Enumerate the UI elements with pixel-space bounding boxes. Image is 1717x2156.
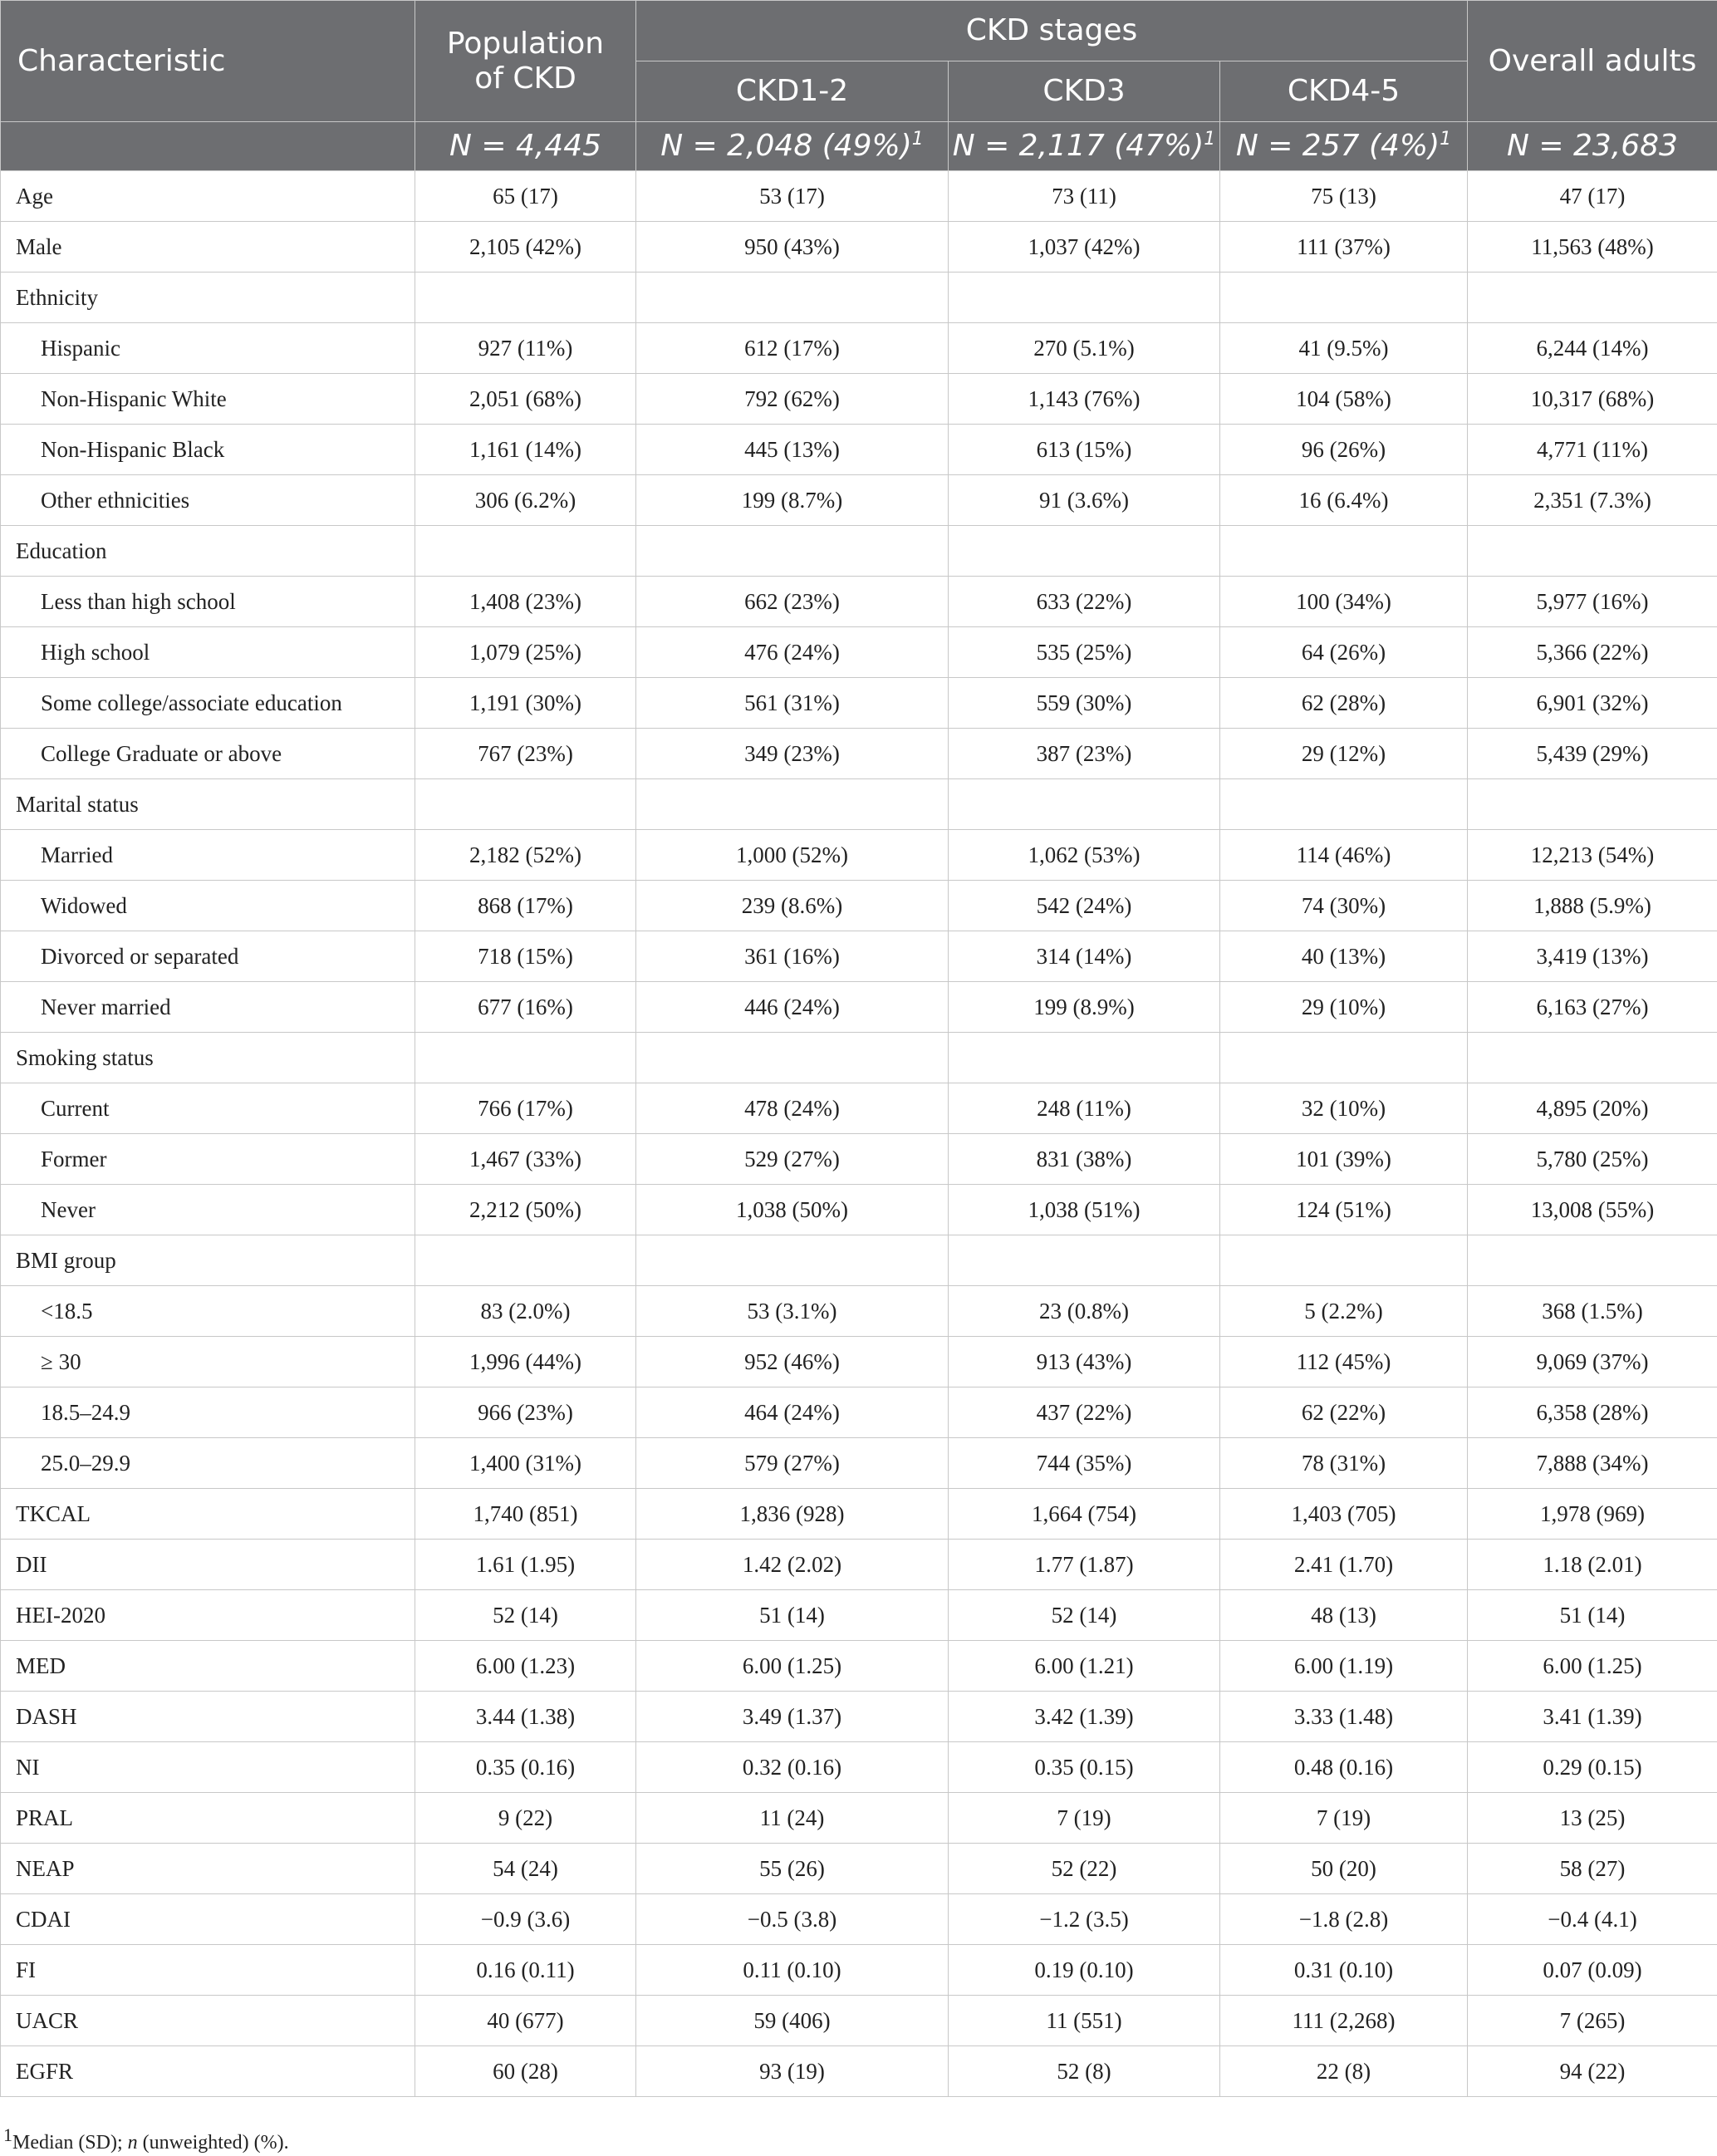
table-cell: 52 (14): [949, 1590, 1220, 1641]
header-n-population: N = 4,445: [415, 122, 636, 171]
table-cell: 2,351 (7.3%): [1468, 475, 1717, 526]
header-population: [415, 1, 636, 122]
table-cell: 1,664 (754): [949, 1489, 1220, 1540]
table-cell: 613 (15%): [949, 425, 1220, 475]
table-cell: 966 (23%): [415, 1387, 636, 1438]
table-cell: [1468, 1235, 1717, 1286]
header-n-overall: N = 23,683: [1468, 122, 1717, 171]
table-cell: 1,062 (53%): [949, 830, 1220, 881]
table-cell: 1.77 (1.87): [949, 1540, 1220, 1590]
table-cell: [949, 273, 1220, 323]
table-cell: [636, 779, 949, 830]
table-cell: 2,105 (42%): [415, 222, 636, 273]
table-cell: 54 (24): [415, 1844, 636, 1894]
table-cell: 1,038 (50%): [636, 1185, 949, 1235]
table-cell: 1,079 (25%): [415, 627, 636, 678]
table-cell: 52 (22): [949, 1844, 1220, 1894]
table-cell: [1468, 526, 1717, 577]
row-label: Hispanic: [1, 323, 415, 374]
table-cell: 349 (23%): [636, 729, 949, 779]
table-cell: 387 (23%): [949, 729, 1220, 779]
table-cell: 6,901 (32%): [1468, 678, 1717, 729]
table-cell: [415, 1033, 636, 1083]
table-cell: 73 (11): [949, 171, 1220, 222]
table-cell: 2,212 (50%): [415, 1185, 636, 1235]
table-cell: 60 (28): [415, 2046, 636, 2097]
table-cell: 5 (2.2%): [1220, 1286, 1468, 1337]
table-cell: 32 (10%): [1220, 1083, 1468, 1134]
table-cell: 16 (6.4%): [1220, 475, 1468, 526]
table-cell: 831 (38%): [949, 1134, 1220, 1185]
table-cell: 11 (551): [949, 1996, 1220, 2046]
header-stage-ckd1-2: CKD1-2: [636, 61, 949, 122]
table-cell: [949, 779, 1220, 830]
table-cell: 40 (677): [415, 1996, 636, 2046]
table-cell: 41 (9.5%): [1220, 323, 1468, 374]
table-cell: 62 (22%): [1220, 1387, 1468, 1438]
row-label: Never married: [1, 982, 415, 1033]
table-cell: 100 (34%): [1220, 577, 1468, 627]
row-label: MED: [1, 1641, 415, 1692]
header-population-line1: Population: [446, 27, 605, 61]
table-cell: 464 (24%): [636, 1387, 949, 1438]
row-label: Less than high school: [1, 577, 415, 627]
table-cell: 3.44 (1.38): [415, 1692, 636, 1742]
table-cell: 1,037 (42%): [949, 222, 1220, 273]
table-row: [1, 577, 1717, 627]
table-cell: 1,978 (969): [1468, 1489, 1717, 1540]
table-cell: 51 (14): [1468, 1590, 1717, 1641]
row-label: TKCAL: [1, 1489, 415, 1540]
table-cell: 248 (11%): [949, 1083, 1220, 1134]
row-label: 25.0–29.9: [1, 1438, 415, 1489]
table-cell: [1468, 273, 1717, 323]
table-cell: [1468, 779, 1717, 830]
row-label: High school: [1, 627, 415, 678]
table-cell: 3.41 (1.39): [1468, 1692, 1717, 1742]
table-cell: 199 (8.9%): [949, 982, 1220, 1033]
table-cell: −0.9 (3.6): [415, 1894, 636, 1945]
header-n-ckd3: [949, 122, 1220, 171]
table-cell: 75 (13): [1220, 171, 1468, 222]
table-cell: 104 (58%): [1220, 374, 1468, 425]
table-cell: 1,836 (928): [636, 1489, 949, 1540]
table-cell: 6.00 (1.25): [1468, 1641, 1717, 1692]
table-cell: 65 (17): [415, 171, 636, 222]
table-cell: 11 (24): [636, 1793, 949, 1844]
table-cell: 111 (37%): [1220, 222, 1468, 273]
table-row: [1, 273, 1717, 323]
row-label: HEI-2020: [1, 1590, 415, 1641]
table-row: [1, 678, 1717, 729]
table-cell: 542 (24%): [949, 881, 1220, 931]
table-cell: 1,403 (705): [1220, 1489, 1468, 1540]
table-cell: 199 (8.7%): [636, 475, 949, 526]
table-cell: [1468, 1033, 1717, 1083]
table-cell: 1,740 (851): [415, 1489, 636, 1540]
table-row: [1, 1083, 1717, 1134]
table-row: [1, 982, 1717, 1033]
table-row: [1, 1894, 1717, 1945]
table-cell: 5,366 (22%): [1468, 627, 1717, 678]
row-label: <18.5: [1, 1286, 415, 1337]
table-row: [1, 171, 1717, 222]
row-label: Never: [1, 1185, 415, 1235]
header-n-blank: [1, 122, 415, 171]
table-cell: 1,408 (23%): [415, 577, 636, 627]
table-cell: 5,977 (16%): [1468, 577, 1717, 627]
row-label: Smoking status: [1, 1033, 415, 1083]
table-cell: 792 (62%): [636, 374, 949, 425]
table-cell: 2,051 (68%): [415, 374, 636, 425]
table-row: [1, 1793, 1717, 1844]
row-label: Former: [1, 1134, 415, 1185]
table-cell: [1220, 1235, 1468, 1286]
header-n-ckd1-2: [636, 122, 949, 171]
table-cell: 559 (30%): [949, 678, 1220, 729]
table-row: [1, 1185, 1717, 1235]
table-cell: 445 (13%): [636, 425, 949, 475]
table-cell: [636, 1033, 949, 1083]
row-label: EGFR: [1, 2046, 415, 2097]
table-row: [1, 323, 1717, 374]
table-cell: 114 (46%): [1220, 830, 1468, 881]
table-footnote: [3, 2124, 289, 2154]
table-cell: 12,213 (54%): [1468, 830, 1717, 881]
table-cell: 13 (25): [1468, 1793, 1717, 1844]
row-label: Male: [1, 222, 415, 273]
row-label: Ethnicity: [1, 273, 415, 323]
table-cell: 677 (16%): [415, 982, 636, 1033]
table-cell: [415, 526, 636, 577]
table-row: [1, 931, 1717, 982]
table-cell: 662 (23%): [636, 577, 949, 627]
table-row: [1, 830, 1717, 881]
table-row: [1, 729, 1717, 779]
table-cell: 29 (10%): [1220, 982, 1468, 1033]
table-cell: 7 (265): [1468, 1996, 1717, 2046]
table-cell: 270 (5.1%): [949, 323, 1220, 374]
header-n-ckd3-text: N = 2,117 (47%): [952, 129, 1204, 164]
table-cell: 1,888 (5.9%): [1468, 881, 1717, 931]
row-label: 18.5–24.9: [1, 1387, 415, 1438]
row-label: Other ethnicities: [1, 475, 415, 526]
header-stage-ckd4-5: CKD4-5: [1220, 61, 1468, 122]
table-cell: 1.61 (1.95): [415, 1540, 636, 1590]
table-row: [1, 627, 1717, 678]
table-cell: 446 (24%): [636, 982, 949, 1033]
row-label: FI: [1, 1945, 415, 1996]
table-cell: 766 (17%): [415, 1083, 636, 1134]
row-label: Some college/associate education: [1, 678, 415, 729]
table-cell: −0.5 (3.8): [636, 1894, 949, 1945]
row-label: ≥ 30: [1, 1337, 415, 1387]
row-label: BMI group: [1, 1235, 415, 1286]
table-cell: 7 (19): [949, 1793, 1220, 1844]
table-cell: 111 (2,268): [1220, 1996, 1468, 2046]
table-row: [1, 425, 1717, 475]
table-cell: 1,143 (76%): [949, 374, 1220, 425]
table-row: [1, 475, 1717, 526]
table-cell: 101 (39%): [1220, 1134, 1468, 1185]
table-cell: [636, 273, 949, 323]
table-cell: 561 (31%): [636, 678, 949, 729]
table-cell: −1.2 (3.5): [949, 1894, 1220, 1945]
row-label: PRAL: [1, 1793, 415, 1844]
table-cell: 55 (26): [636, 1844, 949, 1894]
row-label: Age: [1, 171, 415, 222]
footnote-mark: 1: [1204, 129, 1216, 150]
header-n-ckd4-5-text: N = 257 (4%): [1235, 129, 1440, 164]
row-label: CDAI: [1, 1894, 415, 1945]
row-label: Non-Hispanic White: [1, 374, 415, 425]
table-cell: 47 (17): [1468, 171, 1717, 222]
table-cell: [1220, 273, 1468, 323]
table-cell: 5,780 (25%): [1468, 1134, 1717, 1185]
table-row: [1, 779, 1717, 830]
table-row: [1, 1438, 1717, 1489]
table-cell: 4,895 (20%): [1468, 1083, 1717, 1134]
table-row: [1, 1692, 1717, 1742]
table-cell: 40 (13%): [1220, 931, 1468, 982]
table-cell: 124 (51%): [1220, 1185, 1468, 1235]
table-cell: 7,888 (34%): [1468, 1438, 1717, 1489]
table-cell: 239 (8.6%): [636, 881, 949, 931]
table-cell: 6,358 (28%): [1468, 1387, 1717, 1438]
table-cell: 10,317 (68%): [1468, 374, 1717, 425]
table-cell: 579 (27%): [636, 1438, 949, 1489]
table-cell: [949, 1235, 1220, 1286]
table-cell: 50 (20): [1220, 1844, 1468, 1894]
table-cell: 58 (27): [1468, 1844, 1717, 1894]
table-cell: −0.4 (4.1): [1468, 1894, 1717, 1945]
table-row: [1, 881, 1717, 931]
table-cell: [1220, 779, 1468, 830]
table-cell: 1,038 (51%): [949, 1185, 1220, 1235]
table-body: [1, 171, 1717, 2097]
row-label: Marital status: [1, 779, 415, 830]
footnote-text-n: n: [127, 2132, 138, 2154]
table-row: [1, 1590, 1717, 1641]
table-cell: 1.18 (2.01): [1468, 1540, 1717, 1590]
table-cell: 529 (27%): [636, 1134, 949, 1185]
table-cell: 13,008 (55%): [1468, 1185, 1717, 1235]
table-cell: 64 (26%): [1220, 627, 1468, 678]
header-population-line2: of CKD: [474, 61, 576, 96]
table-cell: 48 (13): [1220, 1590, 1468, 1641]
table-cell: 6.00 (1.25): [636, 1641, 949, 1692]
table-cell: 612 (17%): [636, 323, 949, 374]
table-cell: 0.35 (0.16): [415, 1742, 636, 1793]
table-cell: 0.07 (0.09): [1468, 1945, 1717, 1996]
row-label: Education: [1, 526, 415, 577]
table-cell: 6,244 (14%): [1468, 323, 1717, 374]
table-cell: 22 (8): [1220, 2046, 1468, 2097]
table-row: [1, 374, 1717, 425]
footnote-note-mark: 1: [3, 2124, 12, 2145]
table-cell: 62 (28%): [1220, 678, 1468, 729]
table-cell: 913 (43%): [949, 1337, 1220, 1387]
table-cell: 5,439 (29%): [1468, 729, 1717, 779]
table-cell: 0.48 (0.16): [1220, 1742, 1468, 1793]
row-label: Divorced or separated: [1, 931, 415, 982]
table-cell: [636, 1235, 949, 1286]
table-cell: 59 (406): [636, 1996, 949, 2046]
table-cell: 1,467 (33%): [415, 1134, 636, 1185]
table-cell: 306 (6.2%): [415, 475, 636, 526]
table-cell: 2.41 (1.70): [1220, 1540, 1468, 1590]
table-row: [1, 1540, 1717, 1590]
row-label: Widowed: [1, 881, 415, 931]
row-label: UACR: [1, 1996, 415, 2046]
table-row: [1, 1337, 1717, 1387]
row-label: Current: [1, 1083, 415, 1134]
table-cell: 6.00 (1.19): [1220, 1641, 1468, 1692]
table-cell: 53 (3.1%): [636, 1286, 949, 1337]
header-n-ckd4-5: [1220, 122, 1468, 171]
footnote-text-a: Median (SD);: [12, 2132, 128, 2154]
table-cell: 91 (3.6%): [949, 475, 1220, 526]
table-cell: 633 (22%): [949, 577, 1220, 627]
table-cell: 1,000 (52%): [636, 830, 949, 881]
table-cell: [415, 1235, 636, 1286]
table-cell: 51 (14): [636, 1590, 949, 1641]
table-cell: 0.29 (0.15): [1468, 1742, 1717, 1793]
table-row: [1, 1235, 1717, 1286]
table-row: [1, 1844, 1717, 1894]
table-cell: 3.49 (1.37): [636, 1692, 949, 1742]
row-label: DII: [1, 1540, 415, 1590]
footnote-text-b: (unweighted) (%).: [137, 2132, 289, 2154]
table-row: [1, 1945, 1717, 1996]
table-cell: 93 (19): [636, 2046, 949, 2097]
row-label: Non-Hispanic Black: [1, 425, 415, 475]
table-cell: 3.33 (1.48): [1220, 1692, 1468, 1742]
table-row: [1, 1286, 1717, 1337]
table-cell: [949, 526, 1220, 577]
table-cell: 9 (22): [415, 1793, 636, 1844]
table-cell: 1,191 (30%): [415, 678, 636, 729]
table-cell: 23 (0.8%): [949, 1286, 1220, 1337]
table-cell: 0.19 (0.10): [949, 1945, 1220, 1996]
table-row: [1, 1387, 1717, 1438]
header-stage-ckd3: CKD3: [949, 61, 1220, 122]
table-cell: 52 (14): [415, 1590, 636, 1641]
row-label: NI: [1, 1742, 415, 1793]
table-cell: 1,996 (44%): [415, 1337, 636, 1387]
table-cell: 3,419 (13%): [1468, 931, 1717, 982]
table-cell: 1,161 (14%): [415, 425, 636, 475]
table-cell: −1.8 (2.8): [1220, 1894, 1468, 1945]
table-cell: 767 (23%): [415, 729, 636, 779]
table-cell: 3.42 (1.39): [949, 1692, 1220, 1742]
table-cell: 53 (17): [636, 171, 949, 222]
table-cell: 368 (1.5%): [1468, 1286, 1717, 1337]
table-cell: [415, 273, 636, 323]
table-row: [1, 1996, 1717, 2046]
table-row: [1, 1742, 1717, 1793]
table-cell: 74 (30%): [1220, 881, 1468, 931]
table-cell: 535 (25%): [949, 627, 1220, 678]
table-cell: [949, 1033, 1220, 1083]
table-cell: 0.35 (0.15): [949, 1742, 1220, 1793]
table-cell: 29 (12%): [1220, 729, 1468, 779]
header-ckd-stages: CKD stages: [636, 1, 1468, 61]
row-label: DASH: [1, 1692, 415, 1742]
header-characteristic: Characteristic: [1, 1, 415, 122]
table-cell: 96 (26%): [1220, 425, 1468, 475]
footnote-mark: 1: [1440, 129, 1452, 150]
table-row: [1, 2046, 1717, 2097]
table-cell: 94 (22): [1468, 2046, 1717, 2097]
table-cell: 11,563 (48%): [1468, 222, 1717, 273]
table-cell: 950 (43%): [636, 222, 949, 273]
table-cell: [415, 779, 636, 830]
table-cell: 0.31 (0.10): [1220, 1945, 1468, 1996]
table-header: [1, 1, 1717, 171]
table-cell: [636, 526, 949, 577]
row-label: NEAP: [1, 1844, 415, 1894]
table-cell: 314 (14%): [949, 931, 1220, 982]
table-cell: 718 (15%): [415, 931, 636, 982]
table-cell: 0.32 (0.16): [636, 1742, 949, 1793]
table-cell: 6,163 (27%): [1468, 982, 1717, 1033]
table-row: [1, 1641, 1717, 1692]
table-cell: 744 (35%): [949, 1438, 1220, 1489]
table-cell: 4,771 (11%): [1468, 425, 1717, 475]
table-cell: [1220, 526, 1468, 577]
table-cell: 437 (22%): [949, 1387, 1220, 1438]
table-row: [1, 526, 1717, 577]
table-cell: 9,069 (37%): [1468, 1337, 1717, 1387]
row-label: Married: [1, 830, 415, 881]
header-n-ckd1-2-text: N = 2,048 (49%): [660, 129, 912, 164]
table-cell: 1,400 (31%): [415, 1438, 636, 1489]
table-cell: [1220, 1033, 1468, 1083]
table-row: [1, 222, 1717, 273]
table-cell: 112 (45%): [1220, 1337, 1468, 1387]
table-cell: 0.16 (0.11): [415, 1945, 636, 1996]
table-cell: 0.11 (0.10): [636, 1945, 949, 1996]
table-cell: 7 (19): [1220, 1793, 1468, 1844]
table-row: [1, 1134, 1717, 1185]
table-cell: 478 (24%): [636, 1083, 949, 1134]
table-cell: 952 (46%): [636, 1337, 949, 1387]
header-overall-adults: Overall adults: [1468, 1, 1717, 122]
table-cell: 927 (11%): [415, 323, 636, 374]
table-cell: 52 (8): [949, 2046, 1220, 2097]
table-cell: 2,182 (52%): [415, 830, 636, 881]
table-cell: 83 (2.0%): [415, 1286, 636, 1337]
table-row: [1, 1489, 1717, 1540]
table-row: [1, 1033, 1717, 1083]
row-label: College Graduate or above: [1, 729, 415, 779]
table-cell: 6.00 (1.23): [415, 1641, 636, 1692]
table-cell: 78 (31%): [1220, 1438, 1468, 1489]
table-cell: 361 (16%): [636, 931, 949, 982]
table-cell: 868 (17%): [415, 881, 636, 931]
table-cell: 6.00 (1.21): [949, 1641, 1220, 1692]
table-cell: 476 (24%): [636, 627, 949, 678]
table-cell: 1.42 (2.02): [636, 1540, 949, 1590]
footnote-mark: 1: [911, 129, 924, 150]
